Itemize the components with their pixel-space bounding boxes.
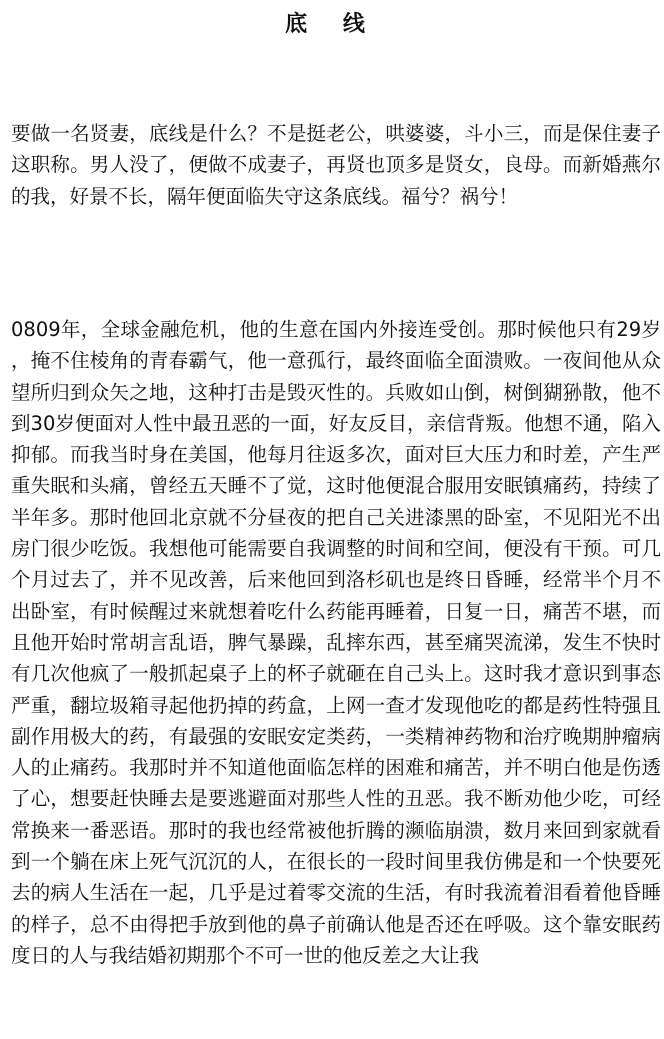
- paragraph-intro: 要做一名贤妻，底线是什么？不是挺老公，哄婆婆，斗小三，而是保住妻子这职称。男人没了，便做不成妻子，再贤也顶多是贤女，良母。而新婚燕尔的我，好景不长，隔年便面临失守这条底线。福兮？祸兮！: [11, 122, 661, 208]
- document-title: 底 线: [285, 12, 379, 37]
- paragraph-story: 0809年，全球金融危机，他的生意在国内外接连受创。那时候他只有29岁，掩不住棱角的青春霸气，他一意孤行，最终面临全面溃败。一夜间他从众望所归到众矢之地，这种打击是毁灭性的。兵败如山倒，树倒猢狲散，他不到30岁便面对人性中最丑恶的一面，好友反目，亲信背叛。他想不通，陷入抑郁。而我当时身在美国，他每月往返多次，面对巨大压力和时差，产生严重失眠和头痛，曾经五天睡不了觉，这时他便混合服用安眠镇痛药，持续了半年多。那时他回北京就不分昼夜的把自己关进漆黑的卧室，不见阳光不出房门很少吃饭。我想他可能需要自我调整的时间和空间，便没有干预。可几个月过去了，并不见改善，后来他回到洛杉矶也是终日昏睡，经常半个月不出卧室，有时候醒过来就想着吃什么药能再睡着，日复一日，痛苦不堪，而且他开始时常胡言乱语，脾气暴躁，乱摔东西，甚至痛哭流涕，发生不快时有几次他疯了一般抓起桌子上的杯子就砸在自己头上。这时我才意识到事态严重，翻垃圾箱寻起他扔掉的药盒，上网一查才发现他吃的都是药性特强且副作用极大的药，有最强的安眠安定类药，一类精神药物和治疗晚期肿瘤病人的止痛药。我那时并不知道他面临怎样的困难和痛苦，并不明白他是伤透了心，想要赶快睡去是要逃避面对那些人性的丑恶。我不断劝他少吃，可经常换来一番恶语。那时的我也经常被他折腾的濒临崩溃，数月来回到家就看到一个躺在床上死气沉沉的人，在很长的一段时间里我仿佛是和一个快要死去的病人生活在一起，几乎是过着零交流的生活，有时我流着泪看着他昏睡的样子，总不由得把手放到他的鼻子前确认他是否还在呼吸。这个靠安眠药度日的人与我结婚初期那个不可一世的他反差之大让我: [11, 318, 661, 967]
